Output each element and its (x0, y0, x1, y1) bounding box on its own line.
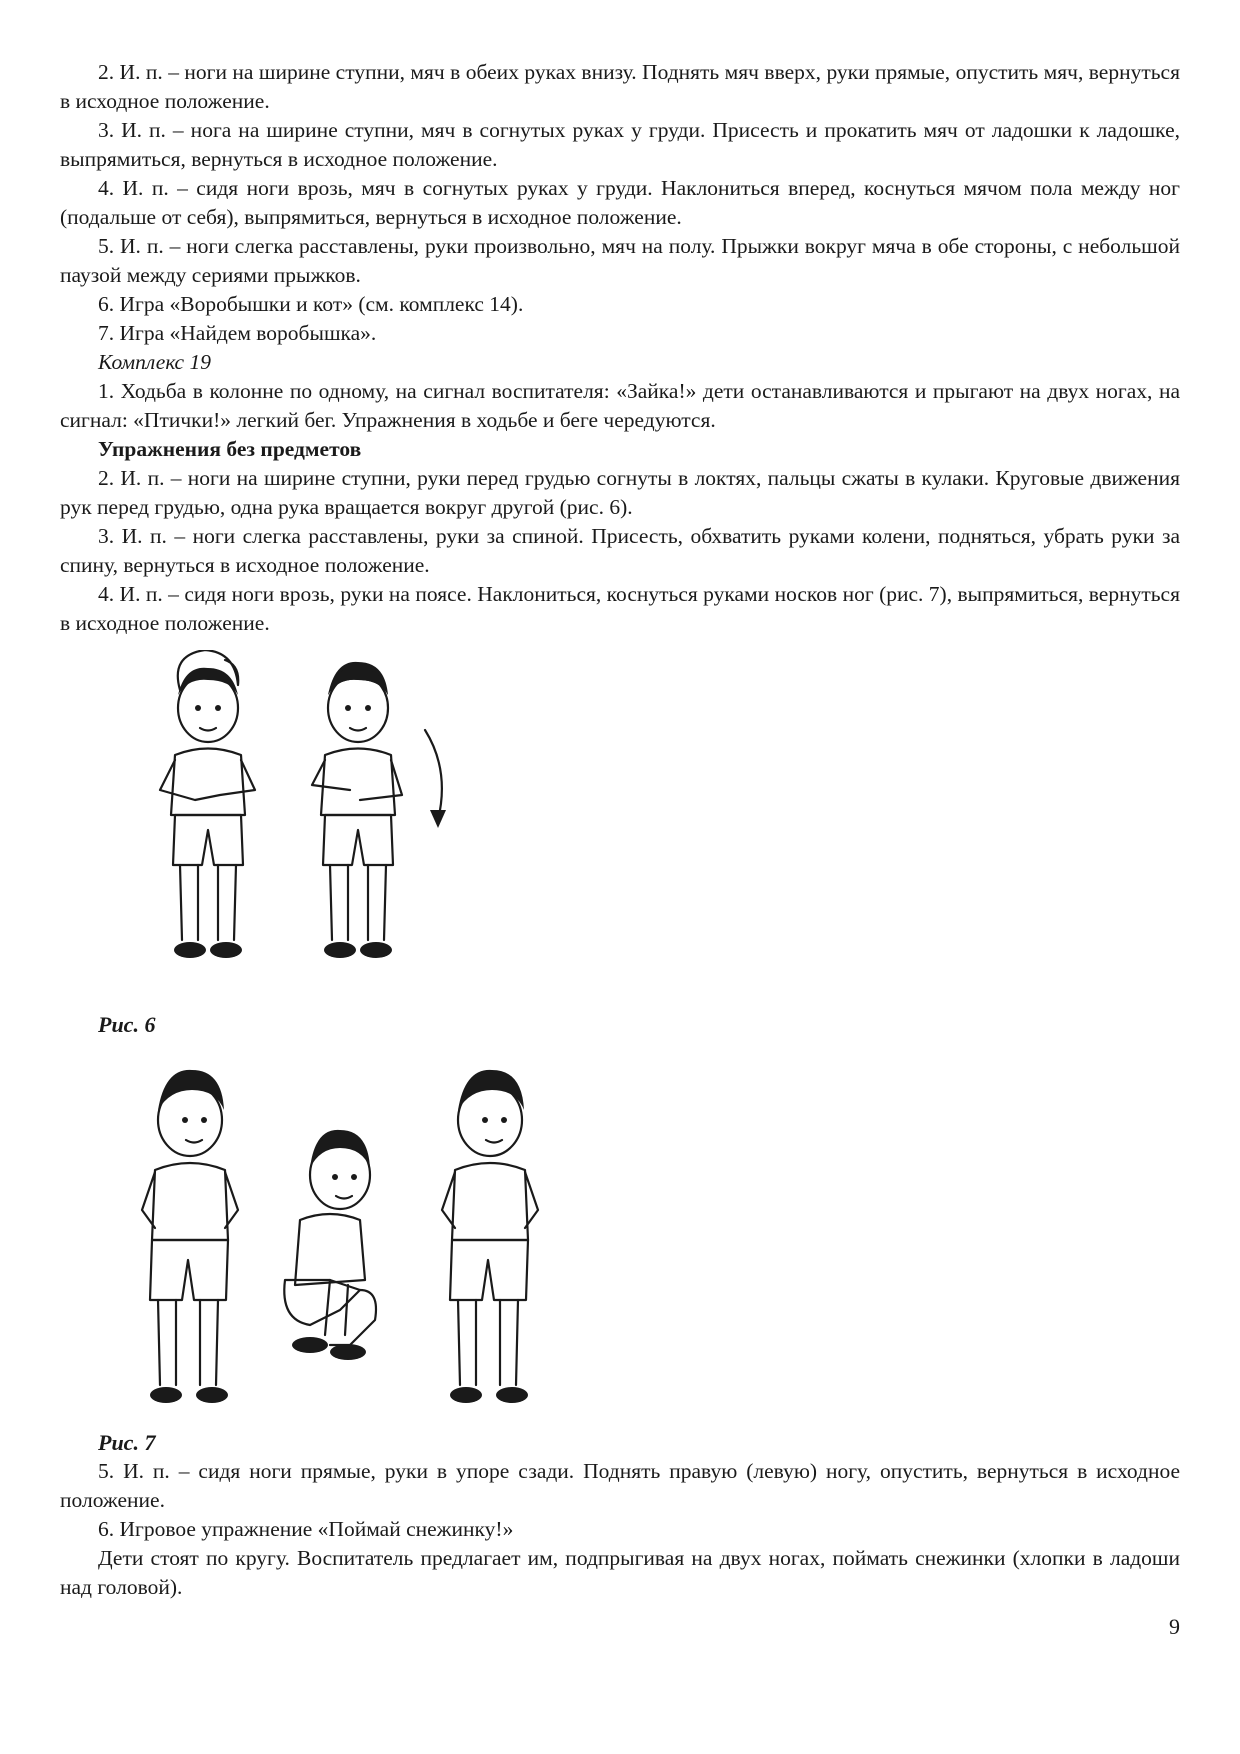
paragraph: 5. И. п. – ноги слегка расставлены, руки произвольно, мяч на полу. Прыжки вокруг мяча в обе стороны, с небольшой паузой между сериями прыжков. (60, 234, 1180, 287)
bottom-text (60, 1428, 1180, 1602)
boy-hands-behind-back-icon (142, 1070, 238, 1403)
page-number: 9 (1169, 1614, 1180, 1639)
paragraph: 7. Игра «Найдем воробышка». (98, 321, 377, 345)
rotation-arrow-icon (425, 730, 446, 828)
figure-6-caption: Рис. 6 (98, 1012, 156, 1037)
top-text (60, 58, 1180, 638)
figure-7-caption: Рис. 7 (98, 1430, 156, 1455)
paragraph: Дети стоят по кругу. Воспитатель предлагает им, подпрыгивая на двух ногах, поймать снежинки (хлопки в ладоши над головой). (60, 1546, 1180, 1599)
paragraph: 5. И. п. – сидя ноги прямые, руки в упоре сзади. Поднять правую (левую) ногу, опустить, вернуться в исходное положение. (60, 1459, 1180, 1512)
boy-standing-icon (160, 650, 255, 958)
section-heading: Упражнения без предметов (98, 437, 362, 461)
paragraph: 4. И. п. – сидя ноги врозь, руки на поясе. Наклониться, коснуться руками носков ног (рис. 7), выпрямиться, вернуться в исходное положение. (60, 582, 1180, 635)
boy-arm-circles-icon (312, 662, 402, 958)
paragraph: 2. И. п. – ноги на ширине ступни, руки перед грудью согнуты в локтях, пальцы сжаты в кулаки. Круговые движения рук перед грудью, одна рука вращается вокруг другой (рис. 6). (60, 466, 1180, 519)
paragraph: 2. И. п. – ноги на ширине ступни, мяч в обеих руках внизу. Поднять мяч вверх, руки прямые, опустить мяч, вернуться в исходное положение. (60, 60, 1180, 113)
figure-7-illustration (130, 1060, 610, 1430)
boy-hands-behind-back-icon (442, 1070, 538, 1403)
complex-title: Комплекс 19 (98, 350, 211, 374)
paragraph: 3. И. п. – ноги слегка расставлены, руки за спиной. Присесть, обхватить руками колени, подняться, убрать руки за спину, вернуться в исходное положение. (60, 524, 1180, 577)
boy-squatting-icon (284, 1130, 376, 1360)
paragraph: 6. Игровое упражнение «Поймай снежинку!» (98, 1517, 514, 1541)
paragraph: 6. Игра «Воробышки и кот» (см. комплекс 14). (98, 292, 524, 316)
figure-6-illustration (120, 650, 480, 1010)
paragraph: 1. Ходьба в колонне по одному, на сигнал воспитателя: «Зайка!» дети останавливаются и прыгают на двух ногах, на сигнал: «Птички!» легкий бег. Упражнения в ходьбе и беге чередуются. (60, 379, 1180, 432)
paragraph: 4. И. п. – сидя ноги врозь, мяч в согнутых руках у груди. Наклониться вперед, коснуться мячом пола между ног (подальше от себя), выпрямиться, вернуться в исходное положение. (60, 176, 1180, 229)
paragraph: 3. И. п. – нога на ширине ступни, мяч в согнутых руках у груди. Присесть и прокатить мяч от ладошки к ладошке, выпрямиться, вернуться в исходное положение. (60, 118, 1180, 171)
